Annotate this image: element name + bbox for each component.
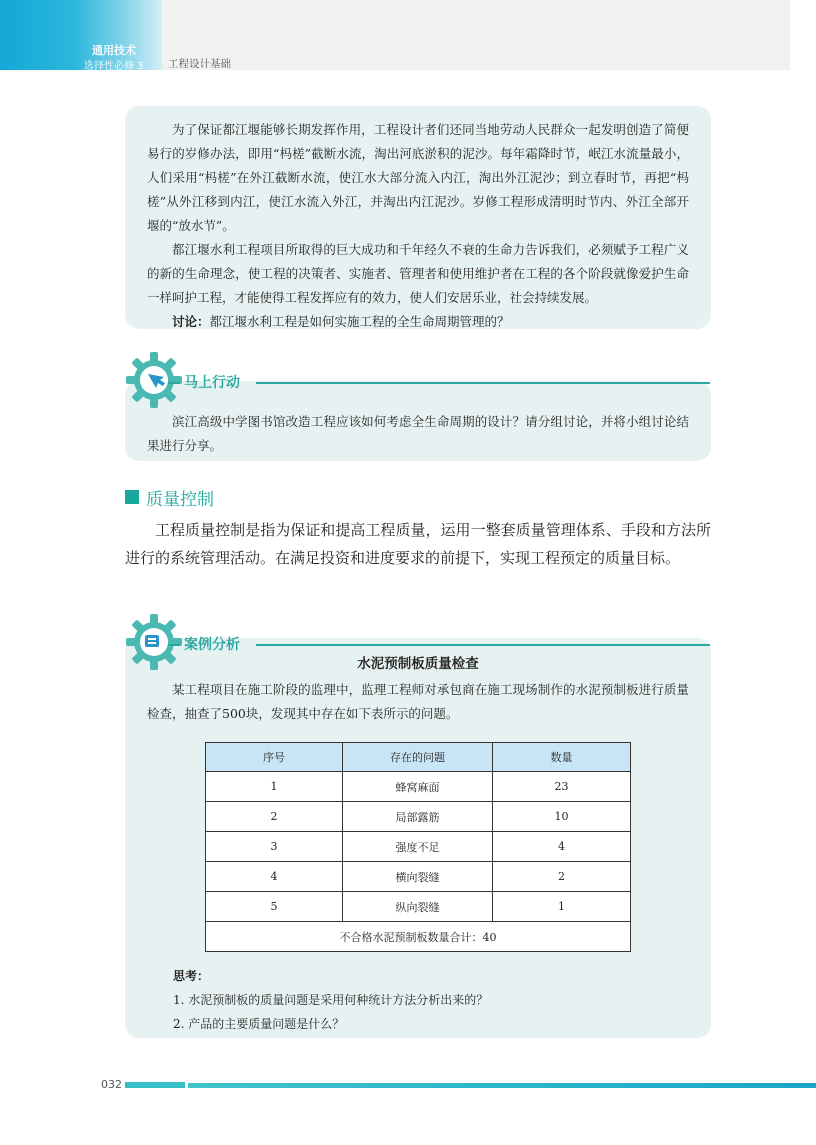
- table-row: [206, 862, 631, 892]
- cell-index: 4: [206, 862, 343, 892]
- section-marker: [125, 490, 139, 504]
- cell-index: 2: [206, 802, 343, 832]
- cell-index: 3: [206, 832, 343, 862]
- question-2: 2. 产品的主要质量问题是什么？: [173, 1017, 345, 1031]
- table-row: [206, 772, 631, 802]
- heading-line-left: [168, 382, 180, 384]
- dujiangyan-box: [125, 106, 711, 329]
- intro-paragraph-1: 为了保证都江堰能够长期发挥作用，工程设计者们还同当地劳动人民群众一起发明创造了简便易行的岁修办法，即用“杩槎”截断水流，淘出河底淤积的泥沙。每年霜降时节，岷江水流量最小，人们采用“杩槎”在外江截断水流，使江水大部分流入内江，淘出外江泥沙；到立春时节，再把“杩槎”从外江移到内江，使江水流入外江，并淘出内江泥沙。岁修工程形成清明时节内、外江全部开堰的“放水节”。: [147, 122, 689, 233]
- think-section: [173, 964, 488, 1036]
- col-header-index: 序号: [206, 743, 343, 772]
- cell-count: 23: [493, 772, 631, 802]
- heading-line-left: [168, 644, 180, 646]
- case-heading: [124, 612, 714, 672]
- defect-table: [205, 742, 631, 952]
- cell-index: 1: [206, 772, 343, 802]
- cell-count: 4: [493, 832, 631, 862]
- discussion-text: 都江堰水利工程是如何实施工程的全生命周期管理的？: [209, 314, 510, 329]
- table-total-row: [206, 922, 631, 952]
- book-subtitle: 选择性必修 3: [84, 61, 144, 72]
- footer-bar-long: [188, 1083, 816, 1088]
- table-row: [206, 802, 631, 832]
- cell-count: 2: [493, 862, 631, 892]
- cell-problem: 蜂窝麻面: [343, 772, 493, 802]
- cell-problem: 强度不足: [343, 832, 493, 862]
- case-box: [125, 638, 711, 1038]
- course-title: 工程设计基础: [168, 58, 231, 70]
- case-label: 案例分析: [184, 637, 240, 653]
- gear-hand-icon: [124, 350, 184, 410]
- cell-problem: 纵向裂缝: [343, 892, 493, 922]
- heading-line-right: [256, 382, 710, 384]
- table-row: [206, 832, 631, 862]
- page-number: 032: [101, 1078, 122, 1091]
- footer-bar-short: [125, 1082, 185, 1088]
- case-title: 水泥预制板质量检查: [357, 656, 479, 672]
- case-intro: 某工程项目在施工阶段的监理中，监理工程师对承包商在施工现场制作的水泥预制板进行质量检查，抽查了500块，发现其中存在如下表所示的问题。: [147, 682, 689, 721]
- cell-count: 10: [493, 802, 631, 832]
- cell-problem: 横向裂缝: [343, 862, 493, 892]
- series-title: 通用技术: [92, 44, 136, 57]
- table-row: [206, 892, 631, 922]
- discussion: [147, 310, 689, 334]
- cell-count: 1: [493, 892, 631, 922]
- table-header-row: [206, 743, 631, 772]
- action-text: 滨江高级中学图书馆改造工程应该如何考虑全生命周期的设计？请分组讨论，并将小组讨论结果进行分享。: [147, 414, 689, 453]
- col-header-count: 数量: [493, 743, 631, 772]
- heading-line-right: [256, 644, 710, 646]
- cell-index: 5: [206, 892, 343, 922]
- discussion-label: 讨论：: [172, 314, 210, 329]
- col-header-problem: 存在的问题: [343, 743, 493, 772]
- cell-problem: 局部露筋: [343, 802, 493, 832]
- action-heading: [124, 350, 714, 410]
- section-title: 质量控制: [146, 490, 214, 510]
- section-body: 工程质量控制是指为保证和提高工程质量，运用一整套质量管理体系、手段和方法所进行的系统管理活动。在满足投资和进度要求的前提下，实现工程预定的质量目标。: [125, 521, 711, 567]
- action-label: 马上行动: [184, 375, 240, 391]
- gear-magnifier-icon: [124, 612, 184, 672]
- table-total: 不合格水泥预制板数量合计：40: [206, 922, 631, 952]
- question-1: 1. 水泥预制板的质量问题是采用何种统计方法分析出来的？: [173, 993, 489, 1007]
- think-label: 思考：: [173, 969, 210, 983]
- intro-paragraph-2: 都江堰水利工程项目所取得的巨大成功和千年经久不衰的生命力告诉我们，必须赋予工程广义的新的生命理念，使工程的决策者、实施者、管理者和使用维护者在工程的各个阶段就像爱护生命一样呵护工程，才能使得工程发挥应有的效力，使人们安居乐业，社会持续发展。: [147, 242, 689, 305]
